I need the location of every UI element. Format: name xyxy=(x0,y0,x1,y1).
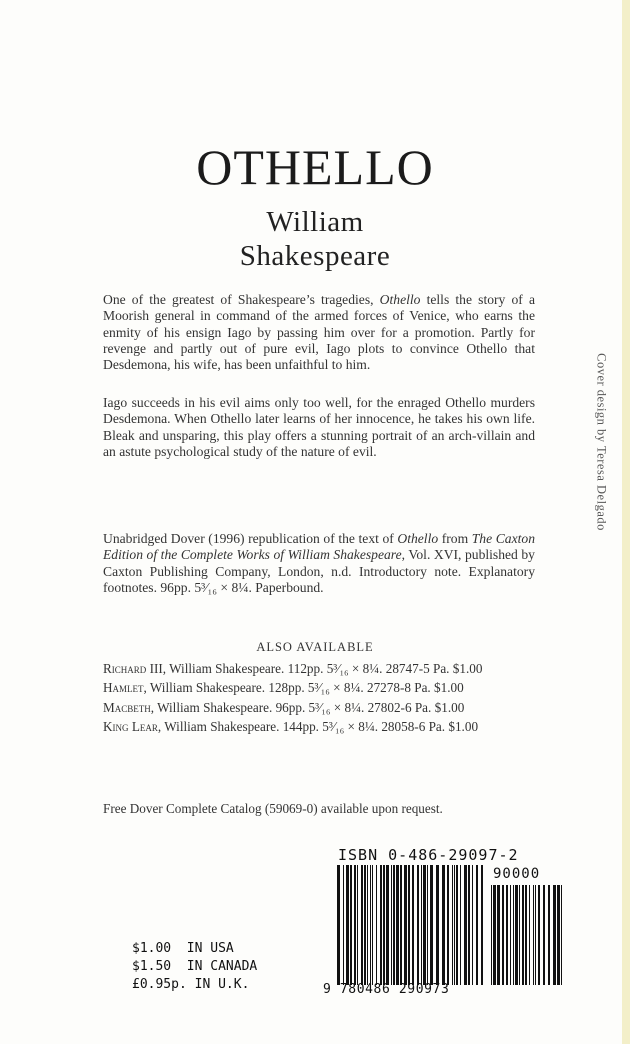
isbn-number: ISBN 0-486-29097-2 xyxy=(338,846,519,864)
barcode-bar xyxy=(396,865,399,985)
barcode-bar xyxy=(408,865,410,985)
barcode-bar xyxy=(456,865,458,985)
price-region: IN USA xyxy=(186,941,234,956)
price-region: IN CANADA xyxy=(186,959,258,974)
price-row xyxy=(132,940,257,958)
barcode-bar xyxy=(376,865,377,985)
barcode-bar xyxy=(535,885,536,985)
item-details: , William Shakespeare. 144pp. 5³⁄₁₆ × 8¼. 28058-6 Pa. $1.00 xyxy=(157,718,479,734)
description-text: tells the story of a Moorish general in command of the armed forces of Venice, who earns the enmity of his ensign Iago by passing him over for a promotion. Partly for revenge and partly out of pure evil, Iago plots to convince Othello that Desdemona, his wife, has been unfaithful to him. xyxy=(103,292,535,373)
barcode-bar xyxy=(364,865,366,985)
barcode-bar xyxy=(522,885,524,985)
barcode-bar xyxy=(506,885,508,985)
barcode-bar xyxy=(367,865,368,985)
ean-barcode xyxy=(336,865,485,985)
barcode-bar xyxy=(380,865,382,985)
barcode-bar xyxy=(423,865,426,985)
barcode-bar xyxy=(421,865,422,985)
publication-text: from xyxy=(438,531,472,546)
price-amount: £0.95p. xyxy=(132,977,187,992)
barcode-bar xyxy=(343,865,344,985)
cover-design-credit: Cover design by Teresa Delgado xyxy=(594,353,609,531)
barcode-bar xyxy=(447,865,449,985)
barcode-bar xyxy=(404,865,407,985)
list-item xyxy=(103,661,535,677)
play-title: Othello xyxy=(397,531,439,546)
barcode-bar xyxy=(557,885,560,985)
item-details: , William Shakespeare. 112pp. 5³⁄₁₆ × 8¼. 28747-5 Pa. $1.00 xyxy=(162,661,483,676)
barcode-bar xyxy=(493,885,496,985)
barcode-bar xyxy=(370,865,371,985)
list-item xyxy=(103,680,535,696)
barcode-bar xyxy=(491,885,492,985)
barcode-bar xyxy=(337,865,340,985)
publication-text: Unabridged Dover (1996) republication of the text of xyxy=(103,531,398,546)
item-title: Hamlet xyxy=(103,680,144,696)
barcode-bar xyxy=(346,865,349,985)
ean-number: 9 780486 290973 xyxy=(323,982,450,997)
publication-note xyxy=(103,531,535,596)
barcode-bar xyxy=(442,865,445,985)
barcode-bar xyxy=(430,865,433,985)
barcode-bar xyxy=(383,865,385,985)
barcode-bar xyxy=(436,865,439,985)
barcode-bar xyxy=(519,885,520,985)
price-amount: $1.00 xyxy=(132,941,172,956)
barcode-bar xyxy=(561,885,562,985)
price-list xyxy=(132,940,257,994)
book-title: OTHELLO xyxy=(196,139,434,195)
book-author xyxy=(0,205,630,273)
item-details: , William Shakespeare. 96pp. 5³⁄₁₆ × 8¼. 27802-6 Pa. $1.00 xyxy=(150,699,465,715)
play-title: Othello xyxy=(379,292,421,307)
barcode-bar xyxy=(400,865,402,985)
price-region: IN U.K. xyxy=(194,977,250,992)
barcode-bar xyxy=(553,885,556,985)
description-text: One of the greatest of Shakespeare’s tragedies, xyxy=(103,292,380,307)
barcode-bar xyxy=(548,885,550,985)
barcode-bar xyxy=(510,885,511,985)
addon-barcode xyxy=(490,885,566,985)
barcode-bar xyxy=(460,865,461,985)
barcode-bar xyxy=(529,885,530,985)
item-title: Richard III xyxy=(103,661,163,676)
barcode-bar xyxy=(393,865,395,985)
price-row xyxy=(132,958,257,976)
barcode-bar xyxy=(543,885,545,985)
item-details: , William Shakespeare. 128pp. 5³⁄₁₆ × 8¼. 27278-8 Pa. $1.00 xyxy=(143,680,464,696)
barcode-bar xyxy=(476,865,478,985)
barcode-bar xyxy=(372,865,373,985)
barcode-bar xyxy=(391,865,392,985)
barcode-bar xyxy=(361,865,363,985)
barcode-bar xyxy=(515,885,518,985)
source-edition-title: The Caxton Edition of the Complete Works of William Shakespeare xyxy=(103,531,535,563)
author-first-name: William xyxy=(266,206,364,238)
price-amount: $1.50 xyxy=(132,959,172,974)
barcode-bar xyxy=(350,865,352,985)
barcode-bar xyxy=(513,885,514,985)
barcode-bar xyxy=(497,885,500,985)
catalog-note: Free Dover Complete Catalog (59069-0) available upon request. xyxy=(103,801,443,816)
barcode-bar xyxy=(468,865,470,985)
price-row xyxy=(132,976,257,994)
barcode-bar xyxy=(386,865,389,985)
barcode-bar xyxy=(454,865,455,985)
author-last-name: Shakespeare xyxy=(239,240,391,272)
list-item xyxy=(103,719,535,735)
publication-text: , Vol. XVI, published by Caxton Publishing Company, London, n.d. Introductory note. Explanatory footnotes. 96pp. 5³⁄₁₆ × 8¼. Paperbound. xyxy=(103,547,535,595)
barcode-bar xyxy=(452,865,453,985)
barcode-bar xyxy=(472,865,473,985)
list-item xyxy=(103,700,535,716)
item-title: King Lear xyxy=(103,718,158,734)
barcode-bar xyxy=(354,865,356,985)
barcode-bar xyxy=(417,865,419,985)
barcode-bar xyxy=(538,885,540,985)
barcode-bar xyxy=(502,885,504,985)
description-paragraph-2: Iago succeeds in his evil aims only too well, for the enraged Othello murders Desdemona. When Othello later learns of her innocence, he takes his own life. Bleak and unsparing, this play offers a stunning portrait of an arch-villain and an astute psychological study of the nature of evil. xyxy=(103,395,535,459)
barcode-bar xyxy=(464,865,467,985)
barcode-bar xyxy=(412,865,414,985)
item-title: Macbeth xyxy=(103,699,151,715)
barcode-bar xyxy=(525,885,527,985)
description-paragraph-1 xyxy=(103,292,535,373)
barcode-bar xyxy=(357,865,358,985)
also-available-list xyxy=(103,661,535,738)
also-available-heading: ALSO AVAILABLE xyxy=(256,640,374,654)
barcode-bar xyxy=(533,885,534,985)
price-addon-number: 90000 xyxy=(493,866,541,882)
barcode-bar xyxy=(427,865,428,985)
barcode-bar xyxy=(481,865,483,985)
